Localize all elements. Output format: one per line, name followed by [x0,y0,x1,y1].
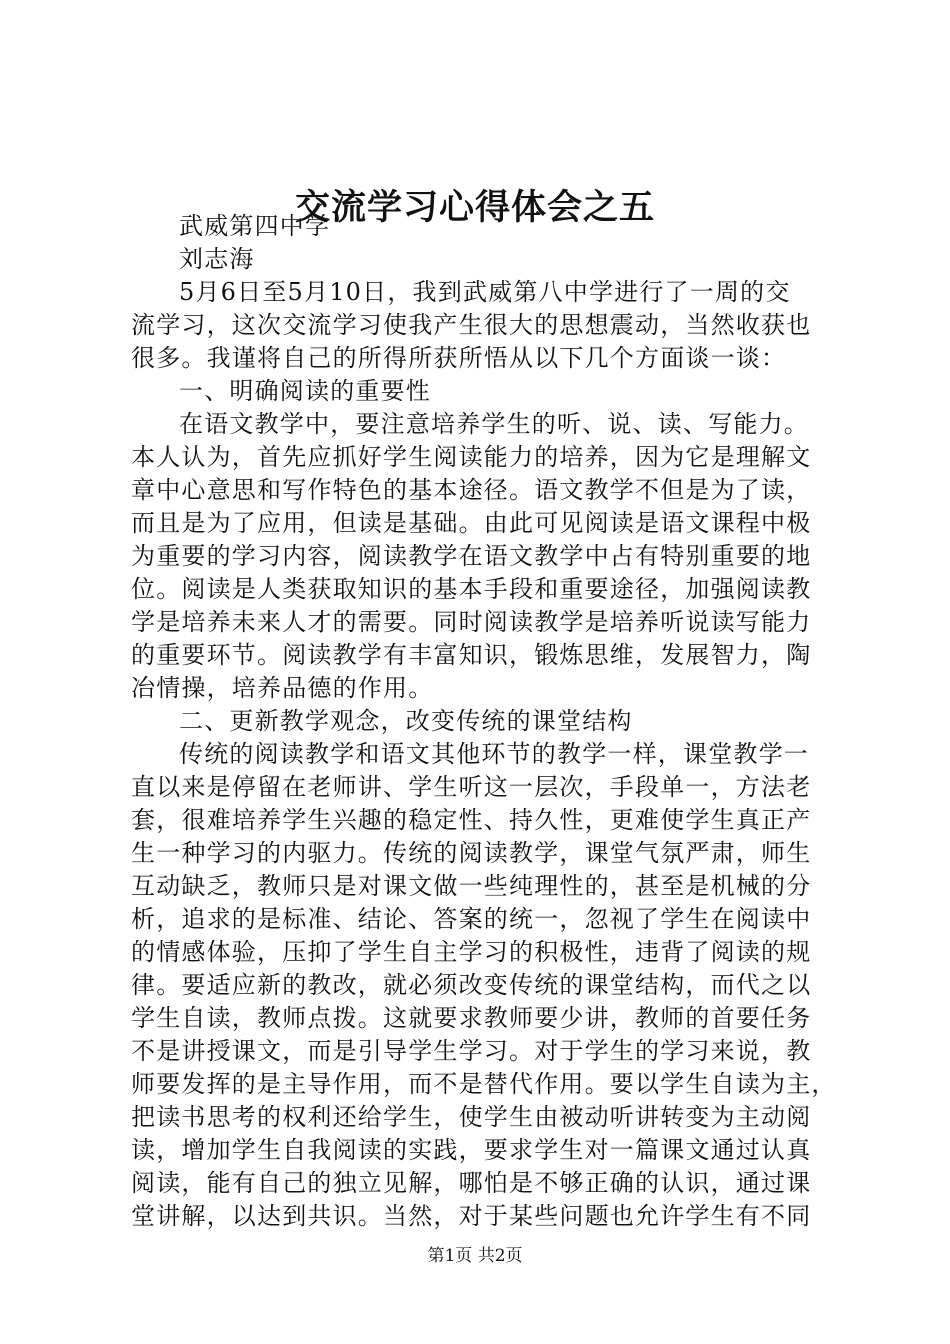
paragraph-line: 不是讲授课文，而是引导学生学习。对于学生的学习来说，教 [131,1037,812,1065]
paragraph-line: 章中心意思和写作特色的基本途径。语文教学不但是为了读， [131,476,812,504]
paragraph-line: 的重要环节。阅读教学有丰富知识，锻炼思维，发展智力，陶 [131,641,812,669]
paragraph-line: 套，很难培养学生兴趣的稳定性、持久性，更难使学生真正产 [131,806,812,834]
paragraph-line: 把读书思考的权利还给学生，使学生由被动听讲转变为主动阅 [131,1103,812,1131]
paragraph-line: 流学习，这次交流学习使我产生很大的思想震动，当然收获也 [131,311,812,339]
paragraph-line: 很多。我谨将自己的所得所获所悟从以下几个方面谈一谈： [131,344,787,372]
paragraph-line: 师要发挥的是主导作用，而不是替代作用。要以学生自读为主， [131,1070,837,1098]
document-body [131,210,837,1233]
section-heading-1: 一、明确阅读的重要性 [179,377,431,405]
paragraph-line: 读，增加学生自我阅读的实践，要求学生对一篇课文通过认真 [131,1136,812,1164]
section-heading-2: 二、更新教学观念，改变传统的课堂结构 [179,707,633,735]
paragraph-line: 冶情操，培养品德的作用。 [131,674,434,702]
author-name: 刘志海 [179,245,255,273]
paragraph-line: 而且是为了应用，但读是基础。由此可见阅读是语文课程中极 [131,509,812,537]
page-number-footer: 第1页 共2页 [427,1246,523,1266]
author-school: 武威第四中学 [179,212,331,240]
paragraph-line: 传统的阅读教学和语文其他环节的教学一样，课堂教学一 [179,740,809,768]
paragraph-line: 学是培养未来人才的需要。同时阅读教学是培养听说读写能力 [131,608,812,636]
paragraph-line: 本人认为，首先应抓好学生阅读能力的培养，因为它是理解文 [131,443,812,471]
paragraph-line: 律。要适应新的教改，就必须改变传统的课堂结构，而代之以 [131,971,812,999]
paragraph-line: 互动缺乏，教师只是对课文做一些纯理性的，甚至是机械的分 [131,872,812,900]
paragraph-line: 堂讲解，以达到共识。当然，对于某些问题也允许学生有不同 [131,1202,812,1230]
paragraph-line: 生一种学习的内驱力。传统的阅读教学，课堂气氛严肃，师生 [131,839,812,867]
paragraph-line: 直以来是停留在老师讲、学生听这一层次，手段单一，方法老 [131,773,812,801]
paragraph-line: 5月6日至5月10日，我到武威第八中学进行了一周的交 [179,278,791,306]
paragraph-line: 学生自读，教师点拨。这就要求教师要少讲，教师的首要任务 [131,1004,812,1032]
paragraph-line: 阅读，能有自己的独立见解，哪怕是不够正确的认识，通过课 [131,1169,812,1197]
document-title: 交流学习心得体会之五 [294,187,655,228]
paragraph-line: 的情感体验，压抑了学生自主学习的积极性，违背了阅读的规 [131,938,812,966]
paragraph-line: 为重要的学习内容，阅读教学在语文教学中占有特别重要的地 [131,542,812,570]
paragraph-line: 位。阅读是人类获取知识的基本手段和重要途径，加强阅读教 [131,575,812,603]
paragraph-line: 析，追求的是标准、结论、答案的统一，忽视了学生在阅读中 [131,905,812,933]
paragraph-line: 在语文教学中，要注意培养学生的听、说、读、写能力。 [179,410,809,438]
